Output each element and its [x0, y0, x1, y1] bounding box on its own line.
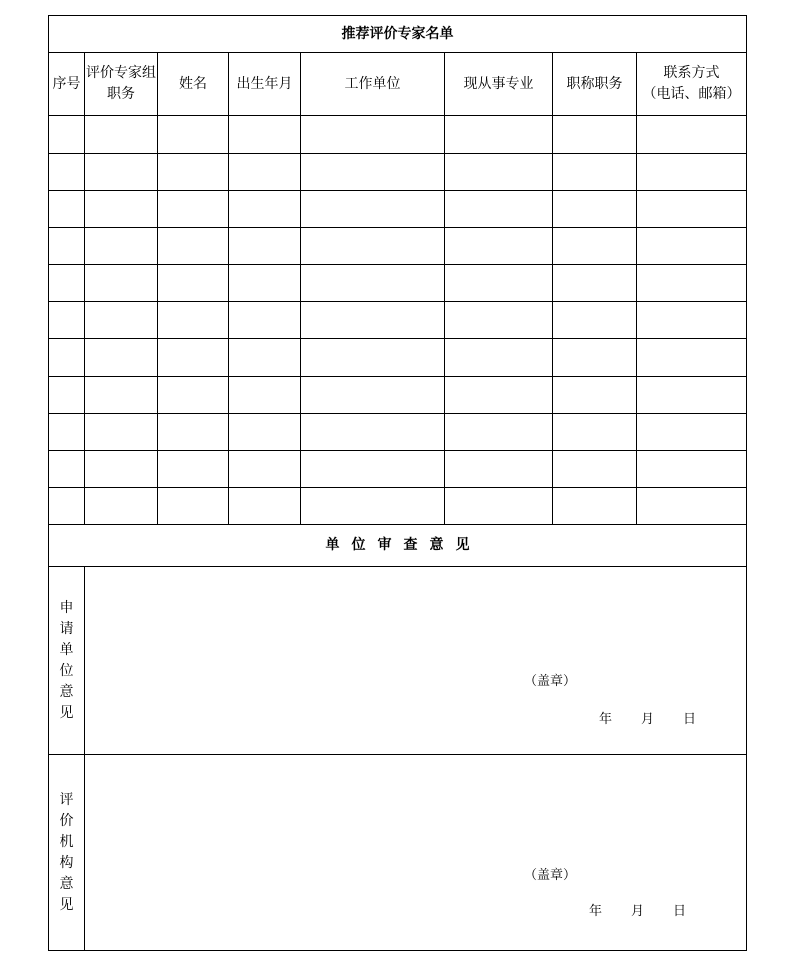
table-cell[interactable] — [553, 116, 637, 153]
table-cell[interactable] — [229, 487, 301, 524]
table-cell[interactable] — [158, 339, 229, 376]
table-cell[interactable] — [553, 153, 637, 190]
table-cell[interactable] — [49, 227, 85, 264]
table-cell[interactable] — [301, 450, 445, 487]
table-cell[interactable] — [85, 487, 158, 524]
table-cell[interactable] — [445, 302, 553, 339]
table-cell[interactable] — [229, 190, 301, 227]
table-cell[interactable] — [637, 450, 747, 487]
evaluator-label-char: 见 — [59, 896, 74, 913]
section-title: 单位审查意见 — [49, 525, 747, 567]
table-cell[interactable] — [445, 450, 553, 487]
table-cell[interactable] — [229, 116, 301, 153]
table-cell[interactable] — [85, 302, 158, 339]
table-row — [49, 487, 747, 524]
table-cell[interactable] — [85, 190, 158, 227]
table-row — [49, 265, 747, 302]
table-cell[interactable] — [301, 190, 445, 227]
evaluator-label-char: 评 — [59, 791, 74, 808]
table-cell[interactable] — [85, 153, 158, 190]
table-row — [49, 153, 747, 190]
table-cell[interactable] — [445, 339, 553, 376]
table-cell[interactable] — [49, 190, 85, 227]
form-title: 推荐评价专家名单 — [49, 16, 747, 53]
table-cell[interactable] — [85, 116, 158, 153]
table-cell[interactable] — [445, 413, 553, 450]
table-row — [49, 116, 747, 153]
applicant-opinion-label — [49, 567, 85, 755]
table-cell[interactable] — [637, 265, 747, 302]
applicant-date-day: 日 — [683, 712, 697, 728]
table-cell[interactable] — [637, 376, 747, 413]
table-cell[interactable] — [301, 376, 445, 413]
applicant-label-char: 位 — [59, 662, 74, 679]
table-cell[interactable] — [229, 302, 301, 339]
table-cell[interactable] — [445, 227, 553, 264]
table-cell[interactable] — [301, 413, 445, 450]
table-cell[interactable] — [49, 450, 85, 487]
table-cell[interactable] — [637, 190, 747, 227]
evaluator-date-month: 月 — [631, 904, 645, 920]
table-cell[interactable] — [158, 302, 229, 339]
table-row — [49, 190, 747, 227]
applicant-seal: （盖章） — [524, 674, 577, 690]
header-name: 姓名 — [158, 53, 229, 116]
table-row — [49, 339, 747, 376]
table-cell[interactable] — [445, 487, 553, 524]
applicant-label-char: 请 — [59, 620, 74, 637]
applicant-opinion-field[interactable] — [85, 567, 747, 755]
header-contact-line1: 联系方式 — [663, 65, 720, 82]
header-contact-line2: （电话、邮箱） — [642, 86, 741, 103]
table-cell[interactable] — [301, 227, 445, 264]
table-cell[interactable] — [85, 265, 158, 302]
applicant-opinion-row — [49, 567, 747, 755]
table-cell[interactable] — [445, 376, 553, 413]
evaluator-label-char: 价 — [59, 812, 74, 829]
table-cell[interactable] — [229, 413, 301, 450]
table-cell[interactable] — [301, 265, 445, 302]
table-cell[interactable] — [301, 153, 445, 190]
table-cell[interactable] — [229, 227, 301, 264]
evaluator-opinion-row — [49, 755, 747, 951]
table-cell[interactable] — [158, 265, 229, 302]
table-row — [49, 227, 747, 264]
applicant-date-year: 年 — [599, 712, 613, 728]
table-cell[interactable] — [553, 265, 637, 302]
table-row — [49, 376, 747, 413]
header-title-position: 职称职务 — [553, 53, 637, 116]
header-specialty: 现从事专业 — [445, 53, 553, 116]
table-cell[interactable] — [49, 153, 85, 190]
table-row — [49, 450, 747, 487]
table-cell[interactable] — [158, 190, 229, 227]
applicant-label-char: 单 — [59, 641, 74, 658]
table-cell[interactable] — [553, 302, 637, 339]
header-row — [49, 53, 747, 116]
header-group-role-line2: 职务 — [107, 86, 135, 103]
table-cell[interactable] — [445, 153, 553, 190]
evaluator-label-char: 机 — [59, 833, 74, 850]
table-cell[interactable] — [158, 376, 229, 413]
table-cell[interactable] — [85, 339, 158, 376]
evaluator-opinion-field[interactable] — [85, 755, 747, 951]
table-cell[interactable] — [637, 116, 747, 153]
table-cell[interactable] — [158, 487, 229, 524]
table-cell[interactable] — [445, 116, 553, 153]
applicant-label-char: 见 — [59, 704, 74, 721]
table-cell[interactable] — [49, 376, 85, 413]
table-cell[interactable] — [637, 302, 747, 339]
table-cell[interactable] — [85, 413, 158, 450]
table-cell[interactable] — [158, 450, 229, 487]
table-cell[interactable] — [445, 190, 553, 227]
table-cell[interactable] — [637, 339, 747, 376]
table-cell[interactable] — [158, 153, 229, 190]
table-cell[interactable] — [158, 116, 229, 153]
table-cell[interactable] — [637, 153, 747, 190]
table-cell[interactable] — [553, 190, 637, 227]
evaluator-opinion-label — [49, 755, 85, 951]
table-cell[interactable] — [445, 265, 553, 302]
table-cell[interactable] — [49, 413, 85, 450]
header-group-role — [85, 53, 158, 116]
table-cell[interactable] — [158, 227, 229, 264]
table-cell[interactable] — [49, 302, 85, 339]
table-cell[interactable] — [229, 265, 301, 302]
table-cell[interactable] — [85, 227, 158, 264]
table-cell[interactable] — [553, 227, 637, 264]
table-cell[interactable] — [229, 376, 301, 413]
table-cell[interactable] — [301, 339, 445, 376]
header-work-unit: 工作单位 — [301, 53, 445, 116]
table-cell[interactable] — [637, 487, 747, 524]
expert-recommendation-form — [48, 15, 747, 951]
table-cell[interactable] — [301, 116, 445, 153]
table-cell[interactable] — [553, 339, 637, 376]
table-cell[interactable] — [49, 265, 85, 302]
header-group-role-line1: 评价专家组 — [86, 65, 156, 82]
table-cell[interactable] — [301, 302, 445, 339]
table-cell[interactable] — [553, 376, 637, 413]
applicant-date-month: 月 — [641, 712, 655, 728]
table-cell[interactable] — [637, 227, 747, 264]
table-cell[interactable] — [229, 450, 301, 487]
evaluator-date-year: 年 — [589, 904, 603, 920]
evaluator-date-day: 日 — [673, 904, 687, 920]
table-cell[interactable] — [158, 413, 229, 450]
table-row — [49, 413, 747, 450]
expert-rows — [49, 116, 747, 525]
table-cell[interactable] — [553, 487, 637, 524]
table-cell[interactable] — [637, 413, 747, 450]
table-cell[interactable] — [229, 153, 301, 190]
table-row — [49, 302, 747, 339]
table-cell[interactable] — [49, 116, 85, 153]
table-cell[interactable] — [301, 487, 445, 524]
header-contact — [637, 53, 747, 116]
header-seq: 序号 — [49, 53, 85, 116]
evaluator-label-char: 构 — [59, 854, 74, 871]
evaluator-seal: （盖章） — [524, 868, 577, 884]
table-cell[interactable] — [85, 376, 158, 413]
table-cell[interactable] — [229, 339, 301, 376]
table-cell[interactable] — [49, 339, 85, 376]
table-cell[interactable] — [553, 413, 637, 450]
applicant-label-char: 意 — [59, 683, 74, 700]
table-cell[interactable] — [49, 487, 85, 524]
table-cell[interactable] — [553, 450, 637, 487]
header-birth: 出生年月 — [229, 53, 301, 116]
applicant-label-char: 申 — [59, 599, 74, 616]
evaluator-label-char: 意 — [59, 875, 74, 892]
table-cell[interactable] — [85, 450, 158, 487]
